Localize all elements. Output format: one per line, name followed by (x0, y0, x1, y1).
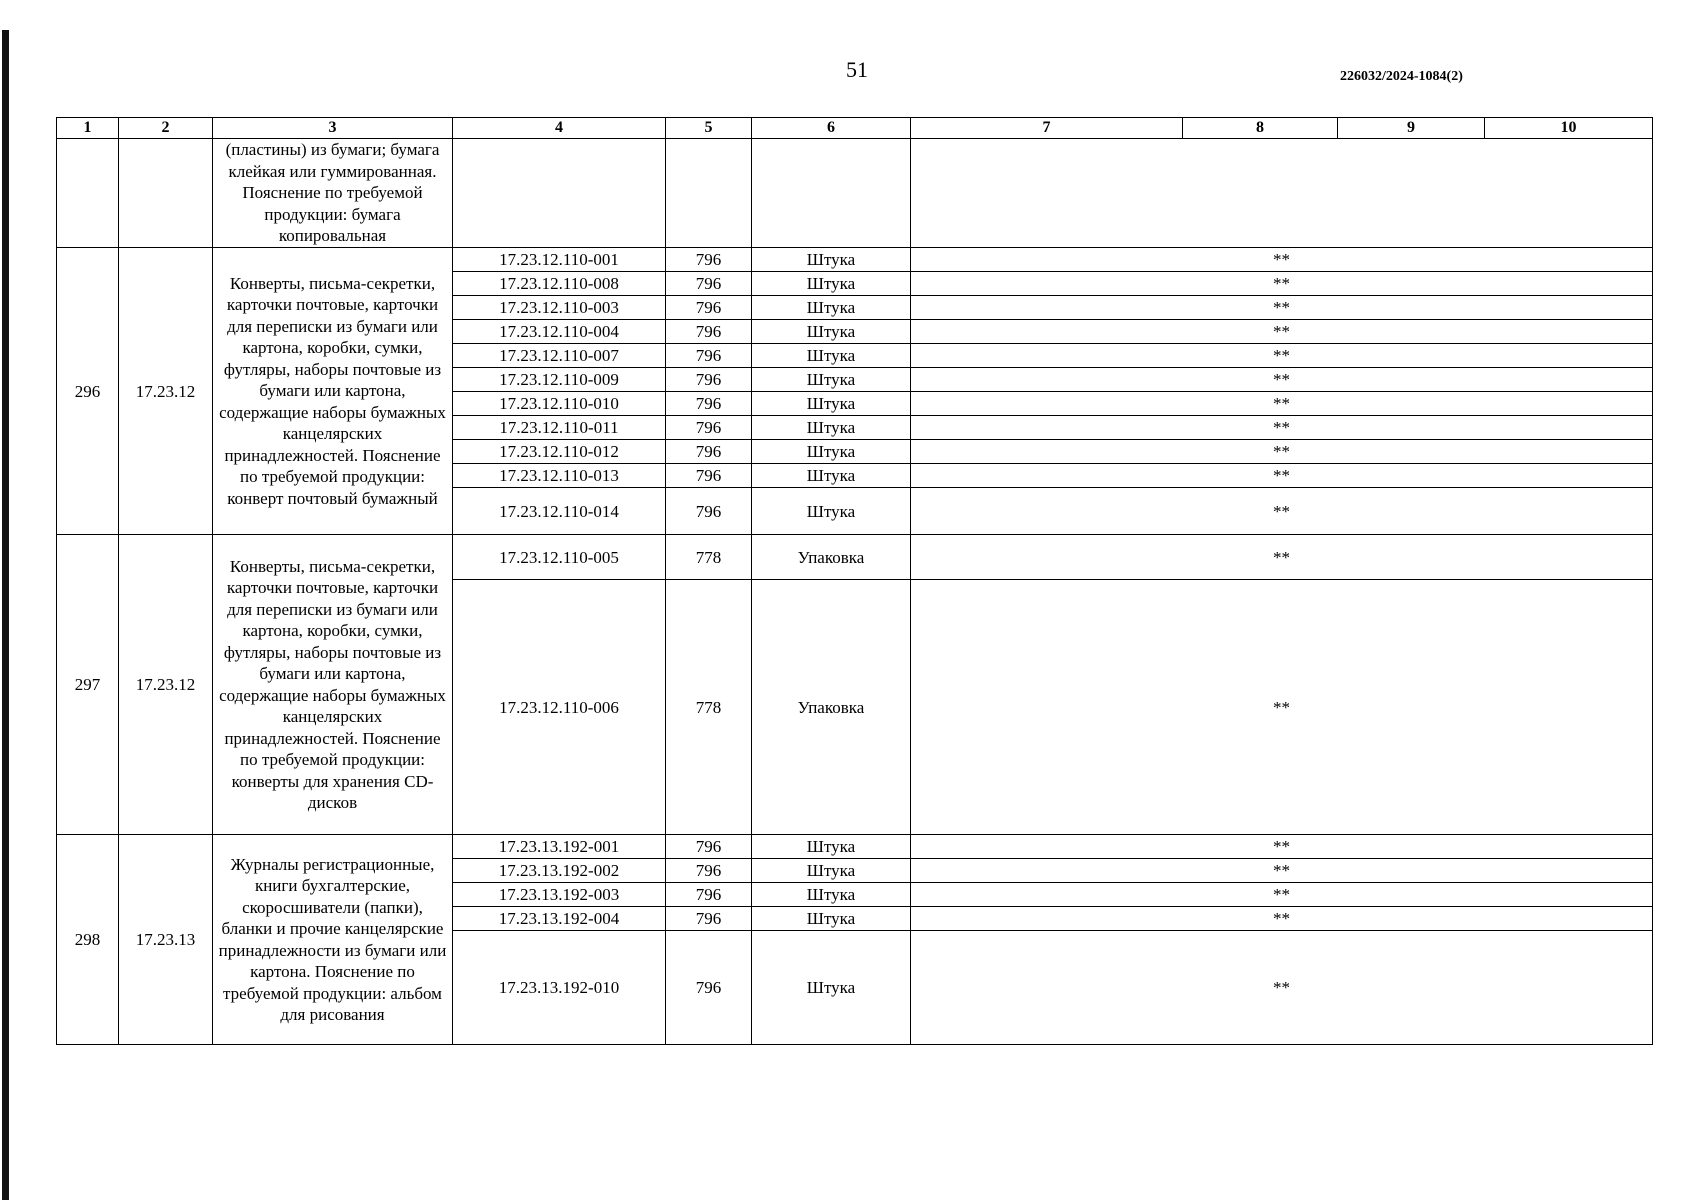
cell-code: 17.23.13.192-010 (453, 931, 666, 1045)
cell-unit: Штука (752, 488, 911, 535)
cell-code: 17.23.12.110-012 (453, 440, 666, 464)
column-header: 10 (1485, 118, 1653, 139)
cell-unit: Штука (752, 320, 911, 344)
cell-description: Конверты, письма-секретки, карточки почтовые, карточки для переписки из бумаги или картона, коробки, сумки, футляры, наборы почтовые из бумаги или картона, содержащие наборы бумажных канцелярских принадлежностей. Пояснение по требуемой продукции: конверты для хранения CD-дисков (213, 535, 453, 835)
cell-okei: 796 (666, 907, 752, 931)
cell-unit: Штука (752, 416, 911, 440)
cell-num (57, 139, 119, 248)
cell-unit: Штука (752, 296, 911, 320)
cell-num: 296 (57, 248, 119, 535)
cell-code: 17.23.12.110-003 (453, 296, 666, 320)
cell-code: 17.23.12.110-009 (453, 368, 666, 392)
cell-code: 17.23.12.110-007 (453, 344, 666, 368)
cell-code: 17.23.13.192-003 (453, 883, 666, 907)
cell-okpd: 17.23.13 (119, 835, 213, 1045)
cell-unit: Штука (752, 835, 911, 859)
cell-code: 17.23.13.192-001 (453, 835, 666, 859)
table-row (57, 835, 1653, 859)
cell-num: 298 (57, 835, 119, 1045)
cell-okei: 778 (666, 580, 752, 835)
cell-code: 17.23.12.110-008 (453, 272, 666, 296)
cell-okei: 796 (666, 416, 752, 440)
header-row (57, 118, 1653, 139)
cell-okei: 796 (666, 344, 752, 368)
cell-unit: Упаковка (752, 580, 911, 835)
cell-description: (пластины) из бумаги; бумага клейкая или гуммированная. Пояснение по требуемой продукции: бумага копировальная (213, 139, 453, 248)
cell-code: 17.23.12.110-006 (453, 580, 666, 835)
column-header: 8 (1183, 118, 1338, 139)
column-header: 1 (57, 118, 119, 139)
cell-unit: Штука (752, 344, 911, 368)
cell-description: Конверты, письма-секретки, карточки почтовые, карточки для переписки из бумаги или картона, коробки, сумки, футляры, наборы почтовые из бумаги или картона, содержащие наборы бумажных канцелярских принадлежностей. Пояснение по требуемой продукции: конверт почтовый бумажный (213, 248, 453, 535)
cell-unit: Штука (752, 248, 911, 272)
cell-okei: 796 (666, 368, 752, 392)
column-header: 7 (911, 118, 1183, 139)
cell-okei: 796 (666, 440, 752, 464)
cell-mark: ** (911, 488, 1653, 535)
cell-okei: 796 (666, 931, 752, 1045)
cell-mark: ** (911, 440, 1653, 464)
column-header: 3 (213, 118, 453, 139)
cell-mark: ** (911, 368, 1653, 392)
cell-unit: Штука (752, 392, 911, 416)
cell-unit: Штука (752, 440, 911, 464)
cell-code: 17.23.13.192-002 (453, 859, 666, 883)
cell-mark (911, 139, 1653, 248)
cell-code: 17.23.12.110-005 (453, 535, 666, 580)
cell-okei: 796 (666, 464, 752, 488)
cell-code: 17.23.12.110-013 (453, 464, 666, 488)
cell-unit: Штука (752, 859, 911, 883)
cell-code: 17.23.12.110-004 (453, 320, 666, 344)
cell-description: Журналы регистрационные, книги бухгалтерские, скоросшиватели (папки), бланки и прочие канцелярские принадлежности из бумаги или картона. Пояснение по требуемой продукции: альбом для рисования (213, 835, 453, 1045)
cell-unit: Штука (752, 272, 911, 296)
cell-unit (752, 139, 911, 248)
cell-okei (666, 139, 752, 248)
cell-okei: 796 (666, 859, 752, 883)
cell-code: 17.23.13.192-004 (453, 907, 666, 931)
cell-unit: Штука (752, 931, 911, 1045)
column-header: 4 (453, 118, 666, 139)
cell-okpd (119, 139, 213, 248)
page-number: 51 (846, 57, 868, 82)
cell-mark: ** (911, 344, 1653, 368)
cell-mark: ** (911, 535, 1653, 580)
cell-okei: 778 (666, 535, 752, 580)
cell-unit: Упаковка (752, 535, 911, 580)
scan-edge (2, 30, 9, 1200)
cell-mark: ** (911, 416, 1653, 440)
cell-unit: Штука (752, 883, 911, 907)
column-header: 2 (119, 118, 213, 139)
cell-num: 297 (57, 535, 119, 835)
cell-unit: Штука (752, 368, 911, 392)
document-id: 226032/2024-1084(2) (1340, 69, 1463, 84)
table-row (57, 248, 1653, 272)
cell-unit: Штука (752, 907, 911, 931)
products-table (56, 117, 1653, 1045)
column-header: 5 (666, 118, 752, 139)
cell-mark: ** (911, 248, 1653, 272)
cell-mark: ** (911, 296, 1653, 320)
cell-mark: ** (911, 835, 1653, 859)
cell-okpd: 17.23.12 (119, 248, 213, 535)
cell-okei: 796 (666, 272, 752, 296)
cell-mark: ** (911, 859, 1653, 883)
cell-mark: ** (911, 464, 1653, 488)
column-header: 9 (1338, 118, 1485, 139)
cell-okei: 796 (666, 248, 752, 272)
continuation-row (57, 139, 1653, 248)
cell-code: 17.23.12.110-014 (453, 488, 666, 535)
cell-mark: ** (911, 392, 1653, 416)
cell-mark: ** (911, 883, 1653, 907)
cell-okei: 796 (666, 883, 752, 907)
cell-mark: ** (911, 272, 1653, 296)
column-header: 6 (752, 118, 911, 139)
table-row (57, 535, 1653, 580)
cell-okei: 796 (666, 835, 752, 859)
cell-unit: Штука (752, 464, 911, 488)
cell-okpd: 17.23.12 (119, 535, 213, 835)
cell-mark: ** (911, 907, 1653, 931)
cell-code: 17.23.12.110-001 (453, 248, 666, 272)
cell-code: 17.23.12.110-010 (453, 392, 666, 416)
cell-code (453, 139, 666, 248)
cell-mark: ** (911, 320, 1653, 344)
cell-okei: 796 (666, 488, 752, 535)
cell-code: 17.23.12.110-011 (453, 416, 666, 440)
cell-okei: 796 (666, 392, 752, 416)
cell-mark: ** (911, 931, 1653, 1045)
cell-okei: 796 (666, 296, 752, 320)
cell-okei: 796 (666, 320, 752, 344)
cell-mark: ** (911, 580, 1653, 835)
